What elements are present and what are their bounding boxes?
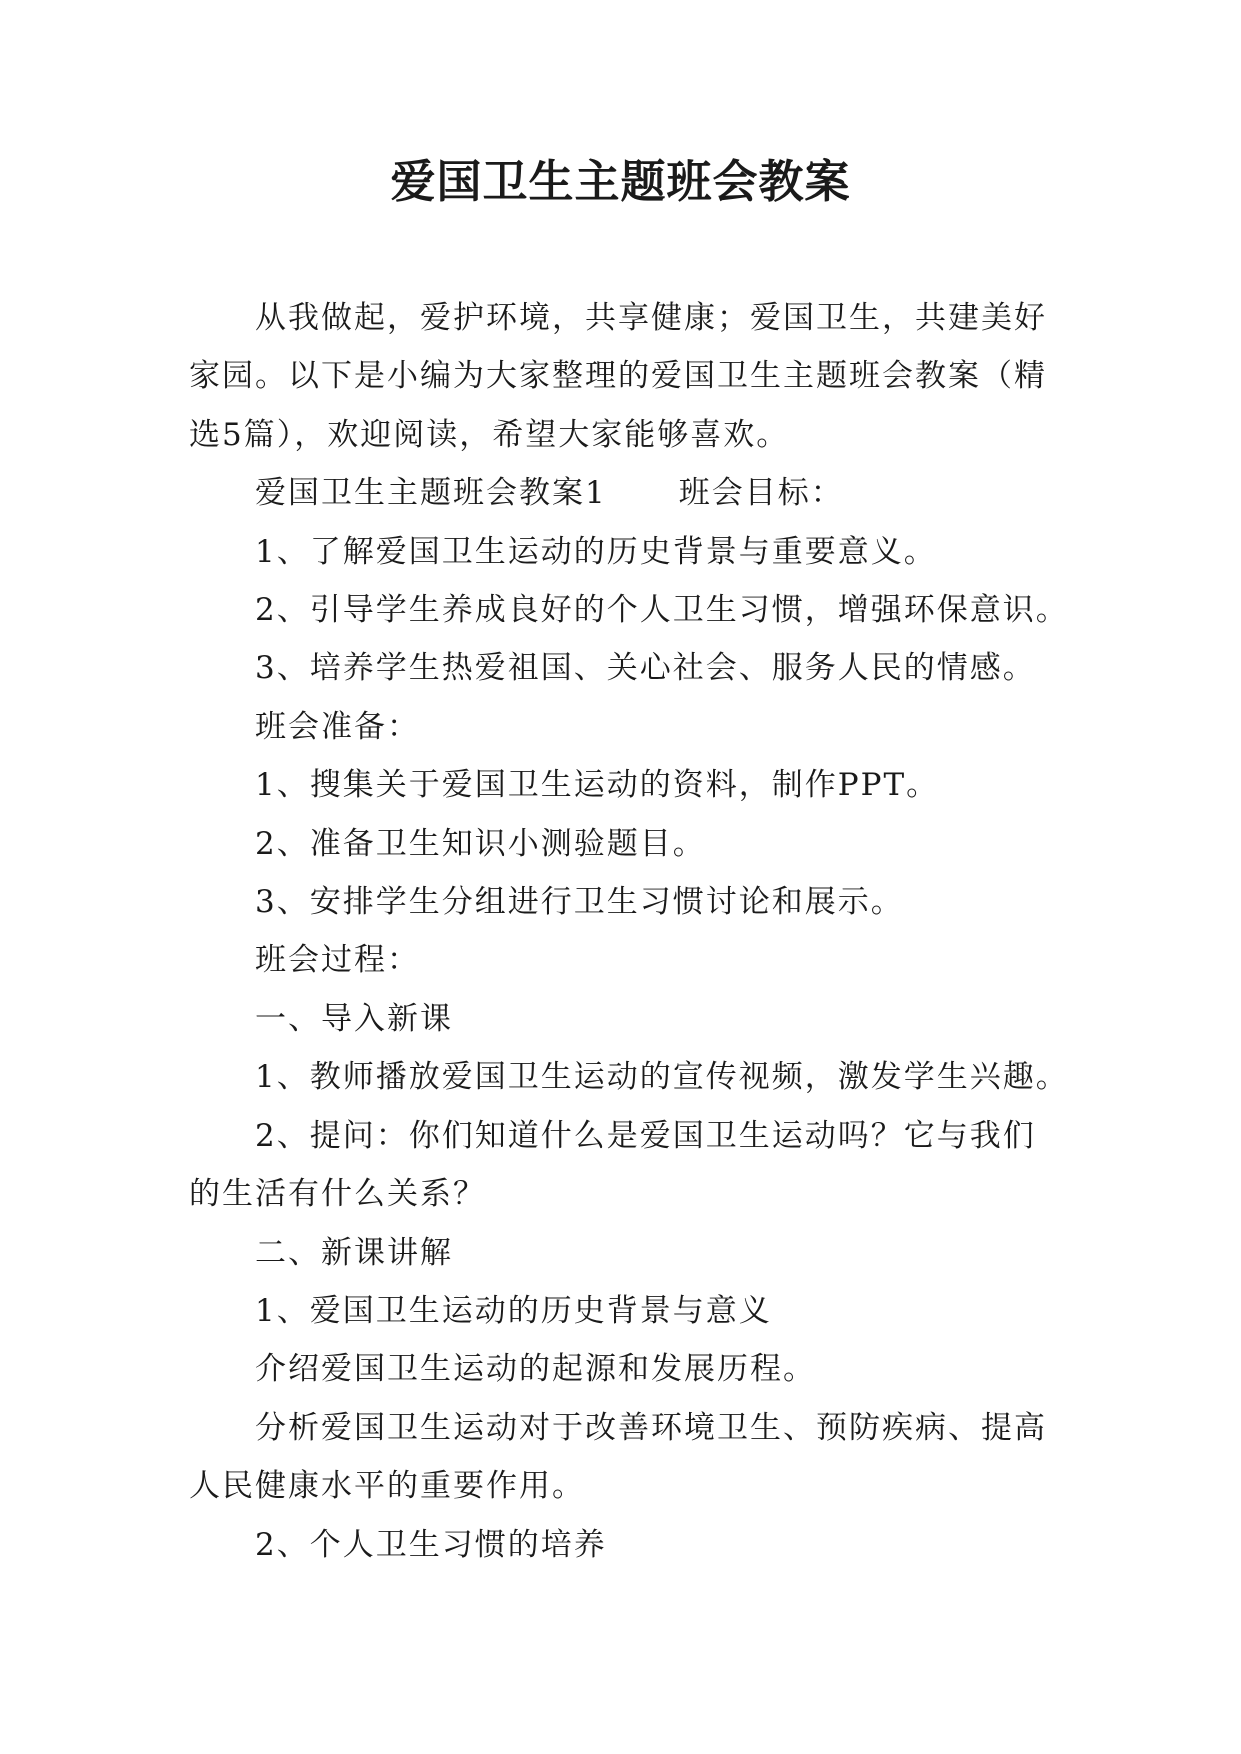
prep-item-2: 2、准备卫生知识小测验题目。 (255, 825, 706, 862)
prep-label: 班会准备： (255, 708, 420, 745)
document-body (189, 289, 1069, 1574)
section1-heading-line (189, 464, 1061, 522)
part1-item-1: 1、教师播放爱国卫生运动的宣传视频，激发学生兴趣。 (255, 1059, 1069, 1096)
prep-item-3: 3、安排学生分组进行卫生习惯讨论和展示。 (255, 884, 904, 921)
intro-paragraph: 从我做起，爱护环境，共享健康；爱国卫生，共建美好家园。以下是小编为大家整理的爱国卫生主题班会教案（精选5篇），欢迎阅读，希望大家能够喜欢。 (189, 300, 1047, 453)
prep-item-1: 1、搜集关于爱国卫生运动的资料，制作PPT。 (255, 767, 940, 804)
goal-item-1: 1、了解爱国卫生运动的历史背景与重要意义。 (255, 533, 937, 570)
part2-sub2: 2、个人卫生习惯的培养 (255, 1526, 607, 1563)
goal-item-2: 2、引导学生养成良好的个人卫生习惯，增强环保意识。 (255, 592, 1069, 629)
part2-heading: 二、新课讲解 (255, 1234, 453, 1271)
document-title: 爱国卫生主题班会教案 (390, 155, 851, 208)
part2-sub1-paragraph-2: 分析爱国卫生运动对于改善环境卫生、预防疾病、提高人民健康水平的重要作用。 (189, 1409, 1047, 1505)
goal-label: 班会目标： (678, 475, 844, 512)
part1-item-2: 2、提问：你们知道什么是爱国卫生运动吗？它与我们的生活有什么关系？ (189, 1117, 1036, 1213)
goal-item-3: 3、培养学生热爱祖国、关心社会、服务人民的情感。 (255, 650, 1036, 687)
part2-sub1: 1、爱国卫生运动的历史背景与意义 (255, 1292, 772, 1329)
process-label: 班会过程： (255, 942, 420, 979)
part1-heading: 一、导入新课 (255, 1000, 453, 1037)
part2-sub1-paragraph-1: 介绍爱国卫生运动的起源和发展历程。 (255, 1351, 816, 1388)
section1-heading: 爱国卫生主题班会教案1 (255, 475, 607, 512)
